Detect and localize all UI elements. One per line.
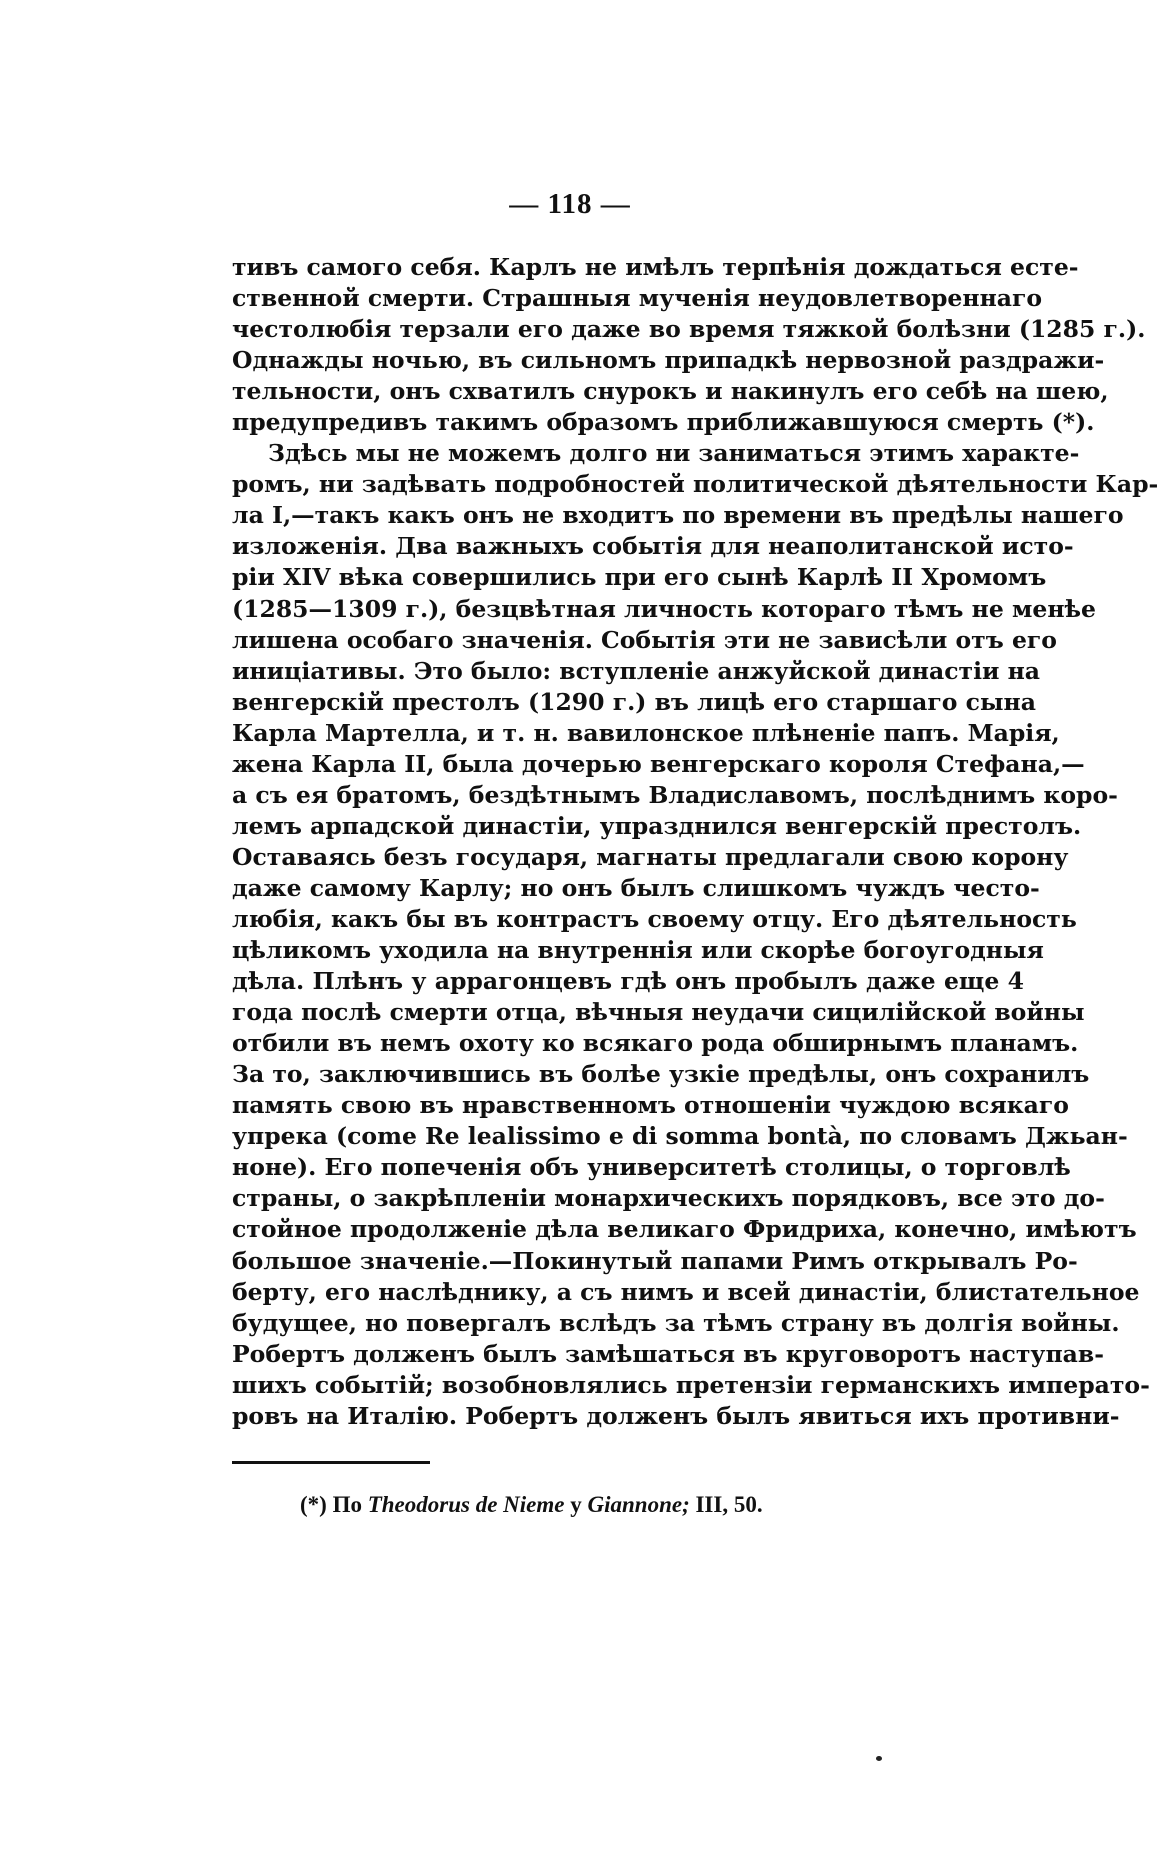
footnote-divider xyxy=(232,1461,430,1464)
text-line: память свою въ нравственномъ отношеніи чуждою всякаго xyxy=(232,1091,1069,1120)
text-line: дѣла. Плѣнъ у аррагонцевъ гдѣ онъ пробылъ даже еще 4 xyxy=(232,967,1024,996)
text-line: отбили въ немъ охоту ко всякаго рода обширнымъ планамъ. xyxy=(232,1029,1079,1058)
footnote-conjunction: у xyxy=(570,1492,582,1517)
text-line: большое значеніе.—Покинутый папами Римъ открывалъ Ро- xyxy=(232,1246,1078,1275)
text-line: (1285—1309 г.), безцвѣтная личность котораго тѣмъ не менѣе xyxy=(232,594,1096,623)
text-line: Однажды ночью, въ сильномъ припадкѣ нервозной раздражи- xyxy=(232,346,1105,375)
text-line: лемъ арпадской династіи, упразднился венгерскій престолъ. xyxy=(232,811,1082,840)
text-line: цѣликомъ уходила на внутреннія или скорѣе богоугодныя xyxy=(232,936,1044,965)
text-line: лишена особаго значенія. Событія эти не зависѣли отъ его xyxy=(232,625,1057,654)
text-line: За то, заключившись въ болѣе узкіе предѣлы, онъ сохранилъ xyxy=(232,1060,1090,1089)
text-line: стойное продолженіе дѣла великаго Фридриха, конечно, имѣютъ xyxy=(232,1215,1137,1244)
text-line: страны, о закрѣпленіи монархическихъ порядковъ, все это до- xyxy=(232,1184,1105,1213)
text-line: будущее, но повергалъ вслѣдъ за тѣмъ страну въ долгія войны. xyxy=(232,1308,1120,1337)
text-line: шихъ событій; возобновлялись претензіи германскихъ императо- xyxy=(232,1370,1150,1399)
text-line: Карла Мартелла, и т. н. вавилонское плѣненіе папъ. Марія, xyxy=(232,718,1060,747)
text-line: ственной смерти. Страшныя мученія неудовлетвореннаго xyxy=(232,284,1043,313)
text-line: года послѣ смерти отца, вѣчныя неудачи сицилійской войны xyxy=(232,998,1085,1027)
text-line: Здѣсь мы не можемъ долго ни заниматься этимъ характе- xyxy=(268,439,1080,468)
footnote xyxy=(300,1492,763,1518)
text-line: изложенія. Два важныхъ событія для неаполитанской исто- xyxy=(232,532,1074,561)
text-line: иниціативы. Это было: вступленіе анжуйской династіи на xyxy=(232,656,1041,685)
text-line: честолюбія терзали его даже во время тяжкой болѣзни (1285 г.). xyxy=(232,315,1146,344)
text-line: жена Карла II, была дочерью венгерскаго короля Стефана,— xyxy=(232,749,1085,778)
text-line: Оставаясь безъ государя, магнаты предлагали свою корону xyxy=(232,842,1069,871)
text-line: берту, его наслѣднику, а съ нимъ и всей династіи, блистательное xyxy=(232,1277,1140,1306)
text-line: упрека (come Re lealissimo e di somma bontà, по словамъ Джьан- xyxy=(232,1122,1128,1151)
footnote-marker: (*) По xyxy=(300,1492,362,1517)
page-number: — 118 — xyxy=(509,188,631,220)
text-line: любія, какъ бы въ контрастъ своему отцу. Его дѣятельность xyxy=(232,904,1077,933)
text-line: тивъ самого себя. Карлъ не имѣлъ терпѣнія дождаться есте- xyxy=(232,253,1079,281)
text-line: ровъ на Италію. Робертъ долженъ былъ явиться ихъ противни- xyxy=(232,1401,1120,1430)
text-line: тельности, онъ схватилъ снурокъ и накинулъ его себѣ на шею, xyxy=(232,377,1109,406)
footnote-reference: III, 50. xyxy=(695,1492,763,1517)
ink-speck xyxy=(876,1756,882,1761)
text-line: ла I,—такъ какъ онъ не входитъ по времени въ предѣлы нашего xyxy=(232,501,1124,530)
text-line: венгерскій престолъ (1290 г.) въ лицѣ его старшаго сына xyxy=(232,687,1036,716)
footnote-source: Giannone; xyxy=(587,1492,690,1517)
text-line: даже самому Карлу; но онъ былъ слишкомъ чуждъ често- xyxy=(232,873,1040,902)
text-line: ріи XIV вѣка совершились при его сынѣ Карлѣ II Хромомъ xyxy=(232,563,1047,592)
footnote-author: Theodorus de Nieme xyxy=(367,1492,565,1517)
text-line: а съ ея братомъ, бездѣтнымъ Владиславомъ, послѣднимъ коро- xyxy=(232,780,1118,809)
text-line: ноне). Его попеченія объ университетѣ столицы, о торговлѣ xyxy=(232,1153,1071,1182)
text-line: ромъ, ни задѣвать подробностей политической дѣятельности Кар- xyxy=(232,470,1158,499)
body-text xyxy=(232,252,1158,1432)
text-line: предупредивъ такимъ образомъ приближавшуюся смерть (*). xyxy=(232,408,1095,437)
text-line: Робертъ долженъ былъ замѣшаться въ круговоротъ наступав- xyxy=(232,1339,1104,1368)
